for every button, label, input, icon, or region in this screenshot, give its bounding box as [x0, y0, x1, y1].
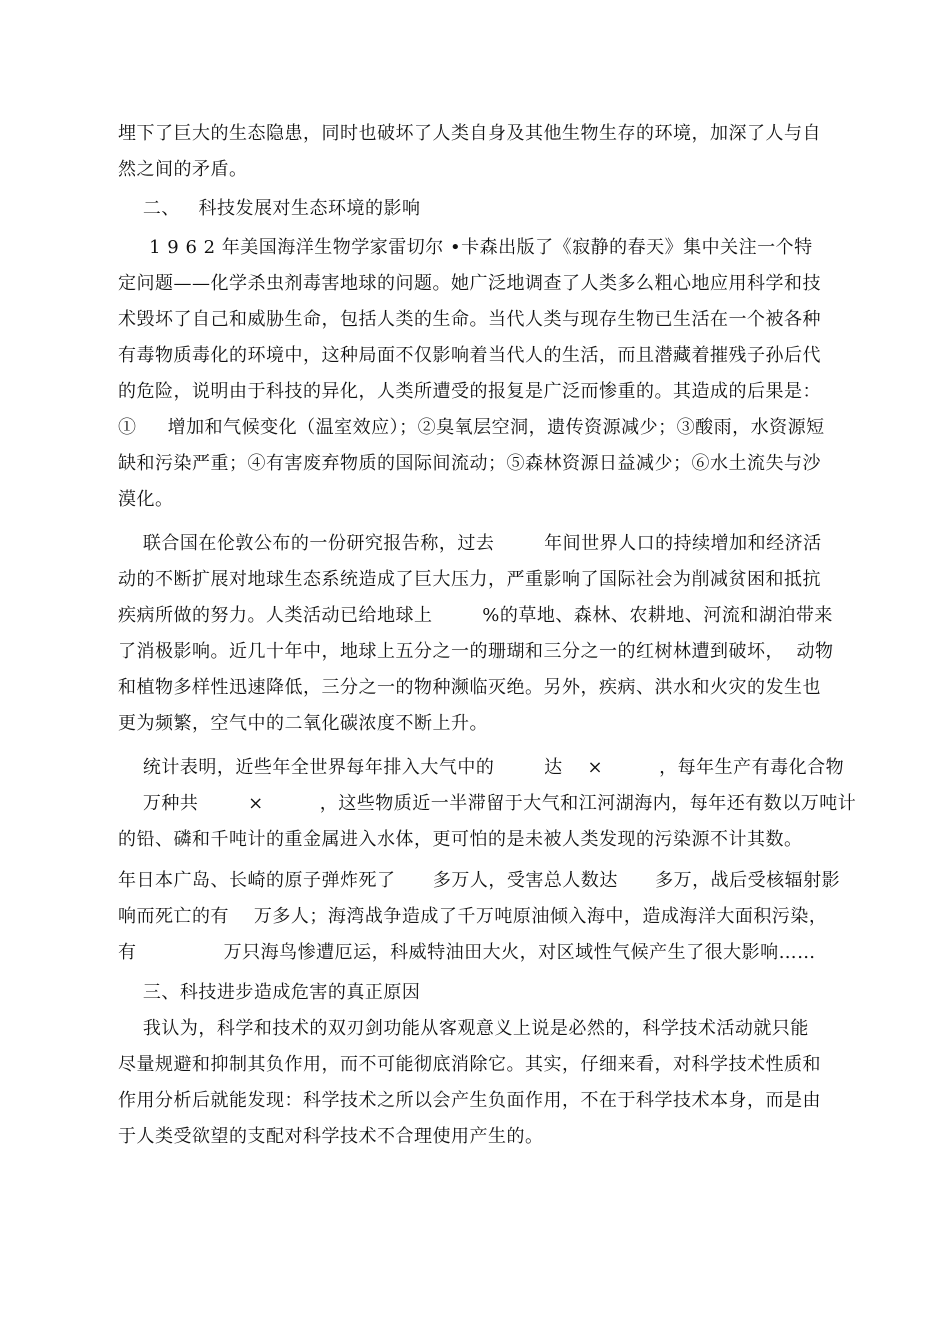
text-line: 然之间的矛盾。	[118, 159, 248, 180]
text-line: 和植物多样性迅速降低，三分之一的物种濒临灭绝。另外，疾病、洪水和火灾的发生也	[118, 677, 821, 698]
text-line: 万种共 × ，这些物质近一半滞留于大气和江河湖海内，每年还有数以万吨计	[118, 793, 857, 814]
text-line: 统计表明，近些年全世界每年排入大气中的 达 × ，每年生产有毒化合物	[118, 757, 845, 778]
section-heading-3: 三、科技进步造成危害的真正原因	[118, 982, 421, 1003]
text-line: 动的不断扩展对地球生态系统造成了巨大压力，严重影响了国际社会为削减贫困和抵抗	[118, 569, 821, 590]
text-line: 定问题——化学杀虫剂毒害地球的问题。她广泛地调查了人类多么粗心地应用科学和技	[118, 273, 821, 294]
text-line: 更为频繁，空气中的二氧化碳浓度不断上升。	[118, 713, 488, 734]
text-line: 漠化。	[118, 489, 174, 510]
text-line: 术毁坏了自己和威胁生命，包括人类的生命。当代人类与现存生物已生活在一个被各种	[118, 309, 821, 330]
text-line: 我认为，科学和技术的双刃剑功能从客观意义上说是必然的，科学技术活动就只能	[118, 1018, 809, 1039]
text-line: 尽量规避和抑制其负作用，而不可能彻底消除它。其实，仔细来看，对科学技术性质和	[118, 1054, 821, 1075]
text-line: 的危险，说明由于科技的异化，人类所遭受的报复是广泛而惨重的。其造成的后果是：	[118, 381, 821, 402]
text-line: 有 万只海鸟惨遭厄运，科威特油田大火，对区域性气候产生了很大影响……	[118, 942, 816, 963]
text-line: 1 9 6 2 年美国海洋生物学家雷切尔 •卡森出版了《寂静的春天》集中关注一个特	[118, 237, 813, 258]
text-line: 疾病所做的努力。人类活动已给地球上 %的草地、森林、农耕地、河流和湖泊带来	[118, 605, 833, 626]
text-line: 缺和污染严重；④有害废弃物质的国际间流动；⑤森林资源日益减少；⑥水土流失与沙	[118, 453, 821, 474]
text-line: ① 增加和气候变化（温室效应）；②臭氧层空洞，遗传资源减少；③酸雨，水资源短	[118, 417, 825, 438]
text-line: 响而死亡的有 万多人；海湾战争造成了千万吨原油倾入海中，造成海洋大面积污染，	[118, 906, 828, 927]
text-line: 联合国在伦敦公布的一份研究报告称，过去 年间世界人口的持续增加和经济活	[118, 533, 822, 554]
text-line: 年日本广岛、长崎的原子弹炸死了 多万人，受害总人数达 多万，战后受核辐射影	[118, 870, 841, 891]
text-line: 有毒物质毒化的环境中，这种局面不仅影响着当代人的生活，而且潜藏着摧残子孙后代	[118, 345, 821, 366]
text-line: 作用分析后就能发现：科学技术之所以会产生负面作用，不在于科学技术本身，而是由	[118, 1090, 821, 1111]
text-line: 于人类受欲望的支配对科学技术不合理使用产生的。	[118, 1126, 544, 1147]
text-line: 了消极影响。近几十年中，地球上五分之一的珊瑚和三分之一的红树林遭到破坏， 动物	[118, 641, 834, 662]
section-heading-2: 二、 科技发展对生态环境的影响	[118, 198, 421, 219]
text-line: 的铅、磷和千吨计的重金属进入水体，更可怕的是未被人类发现的污染源不计其数。	[118, 829, 803, 850]
text-line: 埋下了巨大的生态隐患，同时也破坏了人类自身及其他生物生存的环境，加深了人与自	[118, 123, 821, 144]
